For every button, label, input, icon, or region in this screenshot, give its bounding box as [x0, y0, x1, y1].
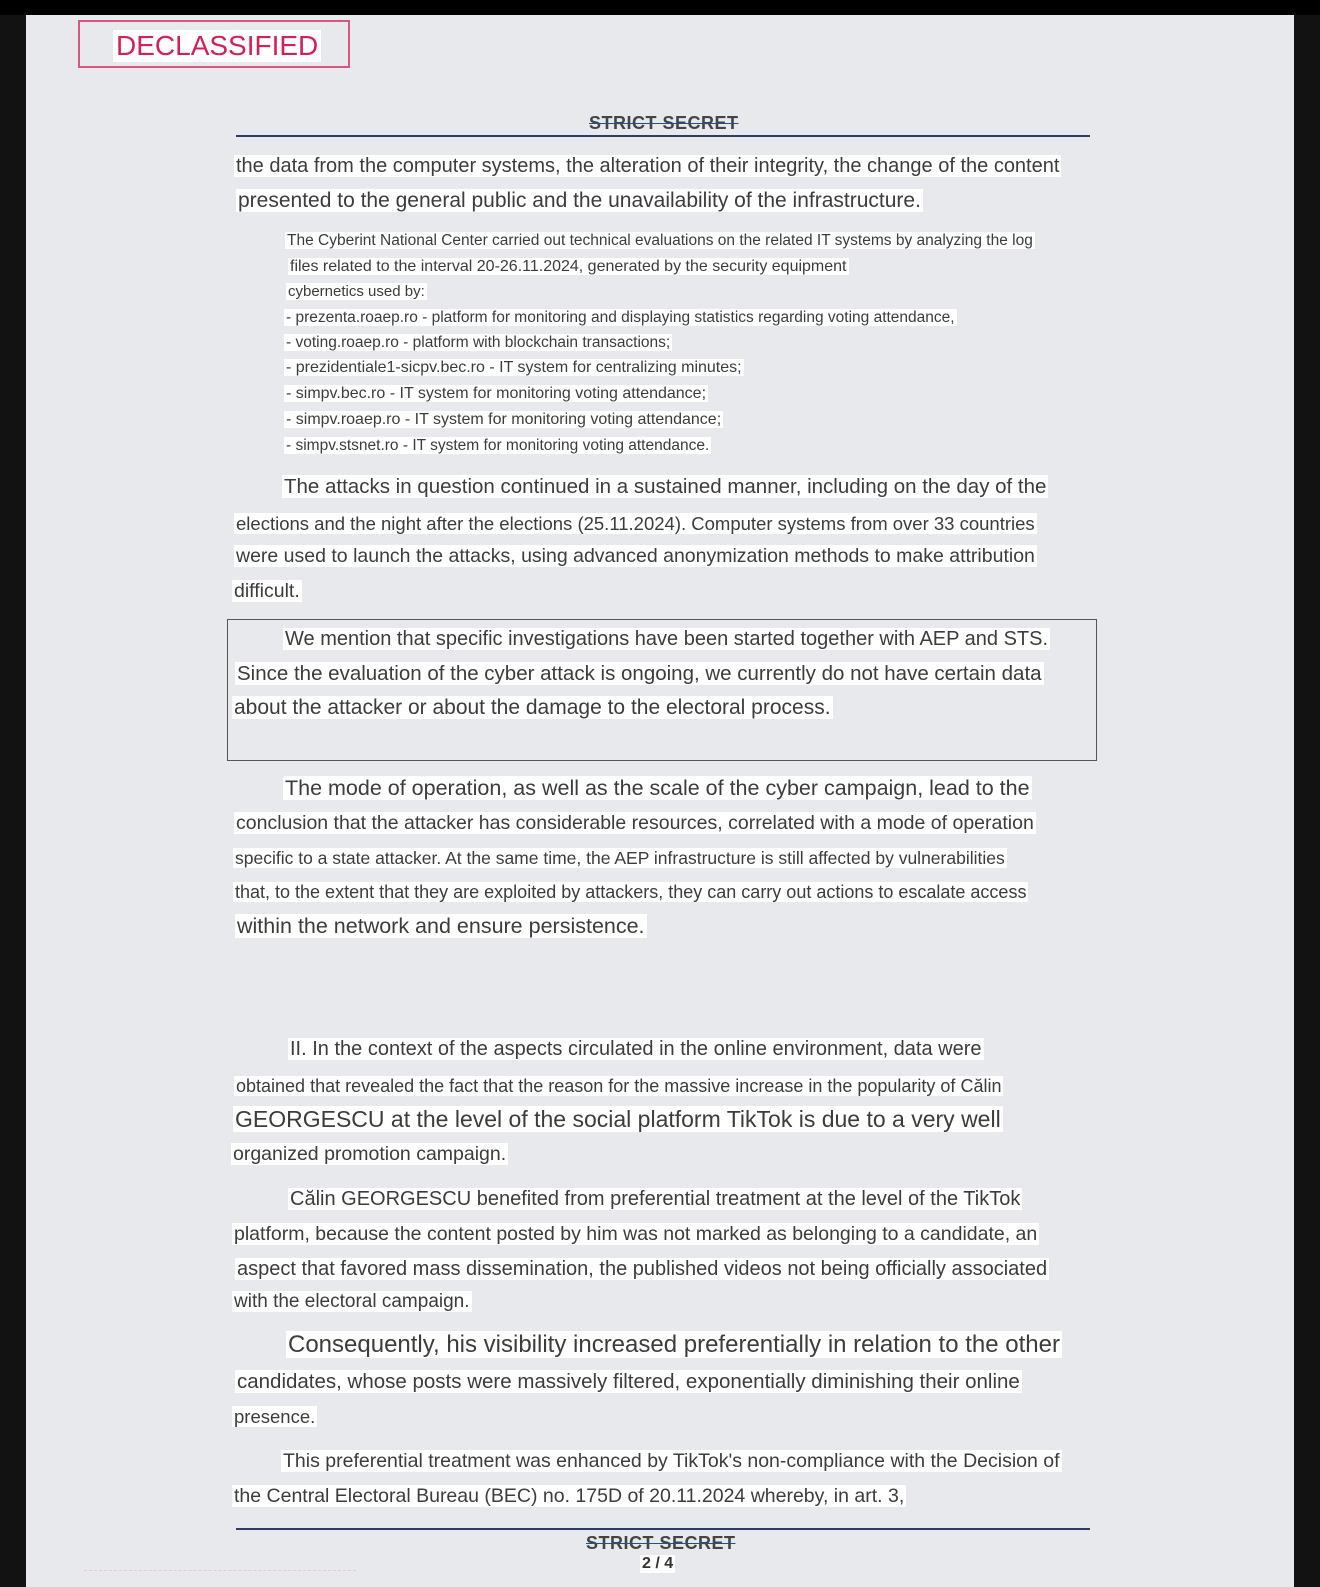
- declassified-stamp: [78, 20, 350, 68]
- footer-rule: [236, 1528, 1090, 1530]
- paragraph-line: difficult.: [234, 580, 300, 602]
- paragraph-line: specific to a state attacker. At the same time, the AEP infrastructure is still affected by vulnerabilities: [235, 848, 1005, 868]
- document-page: [26, 15, 1294, 1587]
- paragraph-line: candidates, whose posts were massively filtered, exponentially diminishing their online: [237, 1370, 1020, 1393]
- list-item: - simpv.stsnet.ro - IT system for monitoring voting attendance.: [286, 437, 710, 454]
- paragraph-line: the Central Electoral Bureau (BEC) no. 175D of 20.11.2024 whereby, in art. 3,: [234, 1485, 905, 1507]
- paragraph-line: cybernetics used by:: [288, 283, 425, 300]
- paragraph-line: obtained that revealed the fact that the reason for the massive increase in the popularity of Călin: [236, 1076, 1002, 1096]
- paragraph-line: about the attacker or about the damage to the electoral process.: [234, 696, 831, 719]
- faded-stamp: [84, 1570, 356, 1587]
- paragraph-line: presence.: [234, 1406, 316, 1427]
- paragraph-line: within the network and ensure persistence.: [237, 914, 645, 938]
- list-item: - voting.roaep.ro - platform with blockchain transactions;: [286, 334, 671, 351]
- list-item: - simpv.roaep.ro - IT system for monitoring voting attendance;: [286, 411, 722, 428]
- paragraph-line: the data from the computer systems, the alteration of their integrity, the change of the content: [236, 155, 1060, 177]
- paragraph-line: were used to launch the attacks, using advanced anonymization methods to make attribution: [236, 545, 1035, 567]
- paragraph-line: GEORGESCU at the level of the social platform TikTok is due to a very well: [235, 1106, 1001, 1132]
- header-rule: [236, 135, 1090, 137]
- paragraph-line: The attacks in question continued in a sustained manner, including on the day of the: [284, 475, 1047, 498]
- list-item: - prezenta.roaep.ro - platform for monitoring and displaying statistics regarding voting attendance,: [286, 309, 955, 326]
- paragraph-line: with the electoral campaign.: [234, 1291, 470, 1312]
- paragraph-line: organized promotion campaign.: [233, 1143, 507, 1165]
- paragraph-line: aspect that favored mass dissemination, the published videos not being officially associated: [237, 1258, 1048, 1280]
- paragraph-line: Since the evaluation of the cyber attack is ongoing, we currently do not have certain data: [237, 662, 1042, 685]
- paragraph-line: This preferential treatment was enhanced by TikTok's non-compliance with the Decision of: [283, 1450, 1060, 1472]
- paragraph-line: The Cyberint National Center carried out technical evaluations on the related IT systems by analyzing the log: [287, 232, 1033, 249]
- page-number: 2 / 4: [642, 1555, 674, 1572]
- paragraph-line: II. In the context of the aspects circulated in the online environment, data were: [290, 1038, 982, 1060]
- paragraph-line: that, to the extent that they are exploited by attackers, they can carry out actions to escalate access: [235, 882, 1027, 902]
- paragraph-line: Consequently, his visibility increased preferentially in relation to the other: [288, 1331, 1060, 1358]
- header-classification: STRICT SECRET: [589, 113, 739, 133]
- paragraph-line: conclusion that the attacker has considerable resources, correlated with a mode of operation: [236, 812, 1034, 834]
- paragraph-line: files related to the interval 20-26.11.2024, generated by the security equipment: [290, 258, 847, 275]
- paragraph-line: presented to the general public and the unavailability of the infrastructure.: [238, 189, 921, 212]
- paragraph-line: The mode of operation, as well as the scale of the cyber campaign, lead to the: [285, 776, 1030, 800]
- footer-classification: STRICT SECRET: [586, 1533, 736, 1553]
- list-item: - prezidentiale1-sicpv.bec.ro - IT system for centralizing minutes;: [286, 359, 742, 376]
- stamp-label: DECLASSIFIED: [113, 30, 321, 62]
- paragraph-line: platform, because the content posted by him was not marked as belonging to a candidate, an: [234, 1223, 1038, 1245]
- top-bar: [0, 0, 1320, 15]
- list-item: - simpv.bec.ro - IT system for monitoring voting attendance;: [286, 385, 707, 402]
- paragraph-line: We mention that specific investigations have been started together with AEP and STS.: [285, 628, 1049, 650]
- paragraph-line: elections and the night after the elections (25.11.2024). Computer systems from over 33 countries: [236, 513, 1035, 534]
- paragraph-line: Călin GEORGESCU benefited from preferential treatment at the level of the TikTok: [290, 1188, 1021, 1210]
